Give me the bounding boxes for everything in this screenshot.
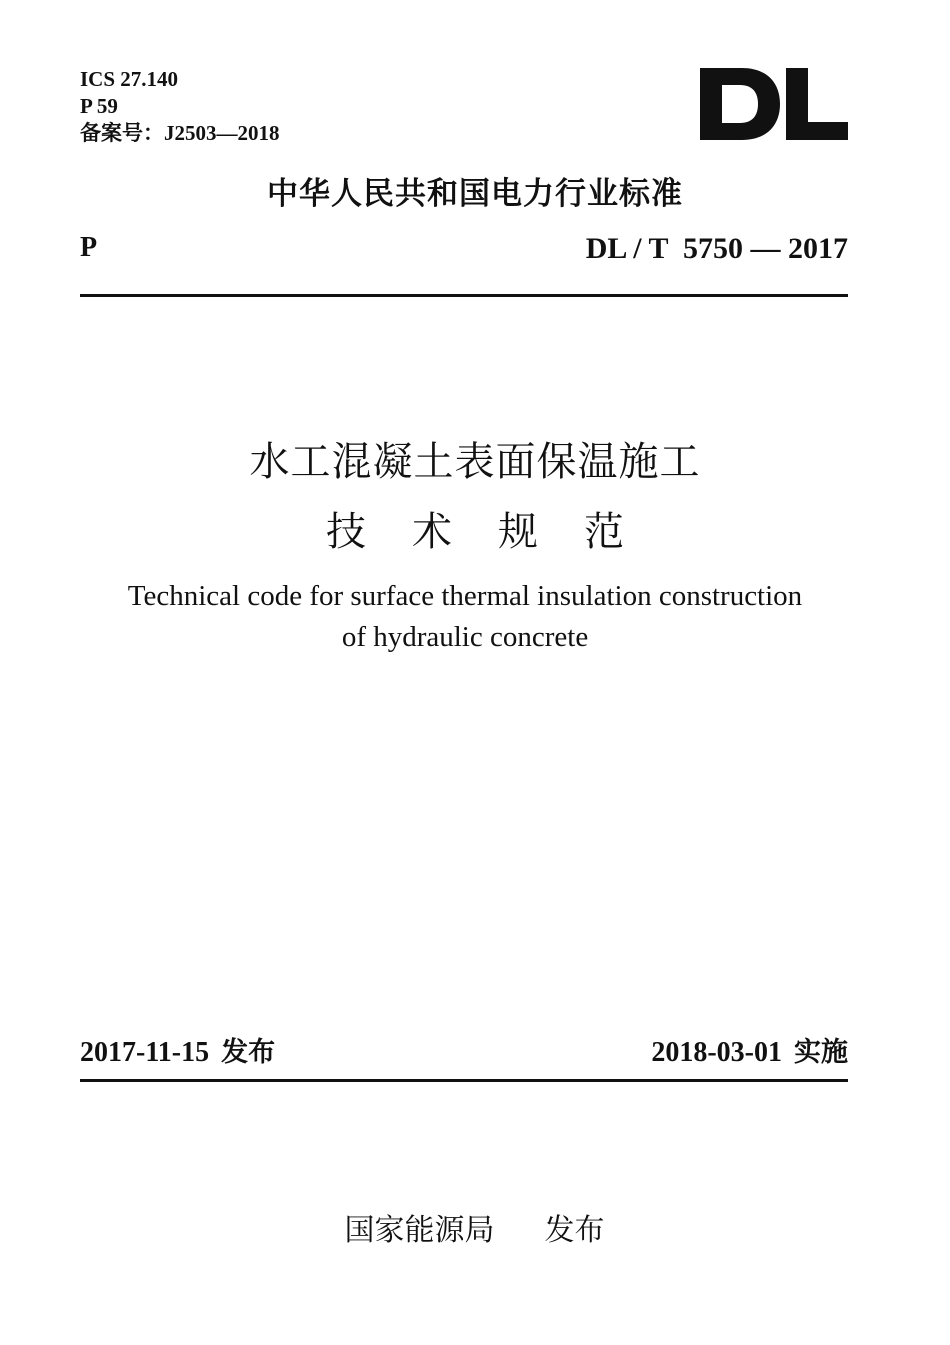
issue-label: 发布 [221, 1037, 276, 1068]
logo-letter-d [700, 68, 780, 140]
dl-logo [700, 68, 850, 140]
bottom-divider [80, 1079, 848, 1082]
implement-date: 2018-03-01 [651, 1037, 782, 1068]
logo-letter-l [786, 68, 848, 140]
title-en-line2: of hydraulic concrete [341, 621, 589, 653]
title-en-line1: Technical code for surface thermal insulation construction [127, 580, 803, 612]
issue-date: 2017-11-15 [80, 1037, 210, 1068]
filing-number: 备案号：J2503—2018 [80, 121, 280, 145]
category-letter: P [80, 232, 98, 263]
publisher-label: 发布 [544, 1213, 605, 1248]
publisher-line [0, 1170, 930, 1249]
ics-code: ICS 27.140 [80, 67, 179, 91]
title-cn-line2: 技术规范 [326, 509, 670, 555]
ccs-code: P 59 [80, 94, 118, 118]
title-cn-line1: 水工混凝土表面保温施工 [249, 439, 701, 485]
standard-number: DL / T 5750 — 2017 [585, 232, 848, 265]
publisher-name: 国家能源局 [344, 1213, 495, 1248]
top-divider [80, 294, 848, 297]
industry-standard-title: 中华人民共和国电力行业标准 [267, 176, 683, 212]
implement-date-block [651, 1030, 848, 1069]
issue-date-block [80, 1030, 275, 1069]
implement-label: 实施 [794, 1037, 848, 1068]
